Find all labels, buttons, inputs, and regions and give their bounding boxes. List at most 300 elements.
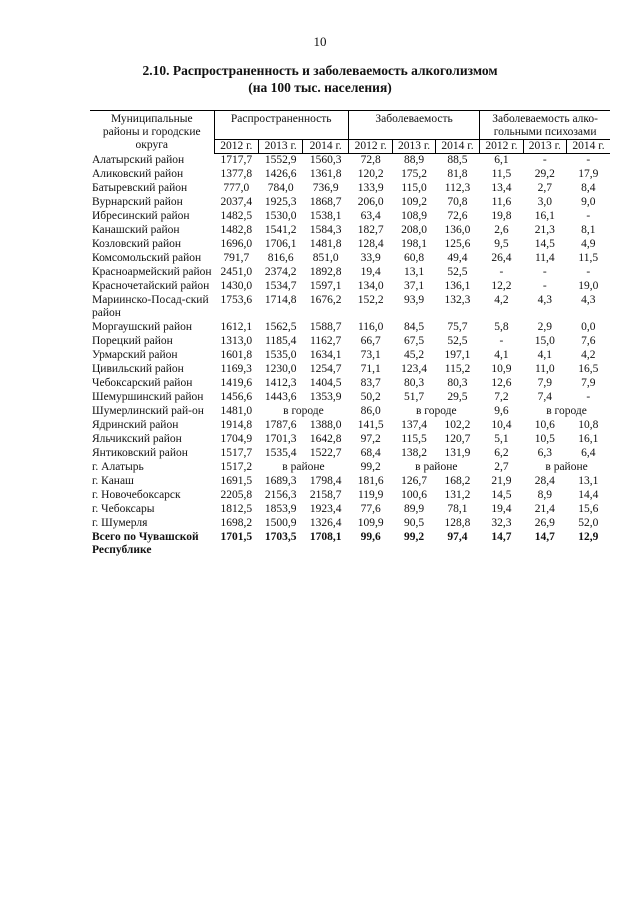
cell: 11,4 [534,252,555,264]
cell: 182,7 [357,224,384,236]
table-row [90,475,610,489]
cell: 19,4 [360,266,381,278]
row-name: г. Алатырь [92,461,144,473]
table-row [90,363,610,377]
cell: 120,7 [444,433,471,445]
cell: 2374,2 [264,266,297,278]
year-header: 2012 г. [348,140,392,154]
page-number: 10 [313,34,327,49]
row-name: Козловский район [92,238,182,250]
cell: 88,9 [404,154,425,166]
cell: 15,0 [534,335,555,347]
merged-cell: в городе [283,405,324,417]
cell: 1326,4 [309,517,342,529]
cell: 1517,2 [220,461,253,473]
total-row [90,531,610,558]
cell: 206,0 [357,196,384,208]
cell: 4,3 [537,294,553,306]
cell: 77,6 [360,503,381,515]
cell: 1541,2 [264,224,297,236]
row-name: Батыревский район [92,182,188,194]
cell: 126,7 [401,475,428,487]
row-name: Моргаушский район [92,321,193,333]
row-name: Чебоксарский район [92,377,193,389]
table-row [90,461,610,475]
cell: 1701,3 [264,433,297,445]
table-row [90,433,610,447]
cell: 16,1 [578,433,599,445]
year-header: 2012 г. [480,140,523,154]
cell: 1717,7 [220,154,253,166]
row-name: Янтиковский район [92,447,188,459]
cell: 736,9 [312,182,339,194]
cell: 1798,4 [309,475,342,487]
cell: 1714,8 [264,294,297,306]
cell: 84,5 [404,321,425,333]
cell: - [586,210,591,222]
cell: 12,2 [491,280,512,292]
row-name: Вурнарский район [92,196,183,208]
cell: 1708,1 [309,531,342,543]
cell: 115,5 [401,433,427,445]
cell: 1634,1 [309,349,342,361]
row-name: Аликовский район [92,168,184,180]
cell: - [586,154,591,166]
cell: 125,6 [444,238,471,250]
table-row [90,349,610,363]
cell: 12,6 [491,377,512,389]
cell: 1787,6 [264,419,297,431]
cell: 6,4 [581,447,596,459]
cell: 0,0 [581,321,596,333]
cell: 1853,9 [264,503,297,515]
cell: 4,3 [581,294,596,306]
cell: 26,4 [491,252,512,264]
cell: 1538,1 [309,210,342,222]
cell: 2158,7 [309,489,342,501]
cell: 116,0 [357,321,384,333]
cell: 10,9 [491,363,512,375]
cell: 11,6 [491,196,512,208]
cell: 2,7 [494,461,509,473]
cell: 1753,6 [220,294,253,306]
cell: 2,9 [537,321,553,333]
cell: 120,2 [357,168,384,180]
cell: 7,9 [581,377,596,389]
cell: 52,5 [447,335,468,347]
cell: 78,1 [447,503,468,515]
cell: 6,1 [494,154,509,166]
merged-cell: в районе [282,461,325,473]
cell: 133,9 [357,182,384,194]
row-name: г. Новочебоксарск [92,489,181,501]
cell: 198,1 [401,238,428,250]
cell: 128,4 [357,238,384,250]
cell: 32,3 [491,517,512,529]
cell: 137,4 [401,419,428,431]
cell: 81,8 [447,168,468,180]
cell: 816,6 [267,252,294,264]
cell: 45,2 [404,349,425,361]
table-row [90,210,610,224]
row-name: Ядринский район [92,419,179,431]
cell: 100,6 [401,489,428,501]
row-name: Канашский район [92,224,180,236]
table-row [90,294,610,321]
cell: 10,4 [491,419,512,431]
cell: 2451,0 [220,266,253,278]
cell: 1676,2 [309,294,342,306]
cell: 70,8 [447,196,468,208]
cell: 136,1 [444,280,471,292]
cell: 8,4 [581,182,596,194]
cell: 1404,5 [309,377,342,389]
cell: 3,0 [537,196,553,208]
cell: 1696,0 [220,238,253,250]
row-name: Шемуршинский район [92,391,204,403]
cell: 1456,6 [220,391,253,403]
cell: 37,1 [404,280,425,292]
cell: 1430,0 [220,280,253,292]
cell: 1185,4 [265,335,297,347]
cell: 175,2 [401,168,428,180]
cell: 1584,3 [309,224,342,236]
cell: 1689,3 [264,475,297,487]
cell: 109,9 [357,517,384,529]
cell: 66,7 [360,335,381,347]
row-name: Алатырский район [92,153,185,166]
cell: 1162,7 [310,335,342,347]
cell: - [586,266,591,278]
cell: 14,7 [491,531,512,543]
cell: 1482,5 [220,210,253,222]
cell: 14,5 [534,238,555,250]
cell: 97,2 [360,433,381,445]
cell: 13,1 [578,475,599,487]
cell: 99,6 [360,531,381,543]
header-psychosis: Заболеваемость алко-гольными психозами [480,111,610,140]
table-row [90,224,610,238]
cell: 51,7 [404,391,425,403]
cell: 136,0 [444,224,471,236]
cell: 90,5 [404,517,425,529]
table-body-alatyr [90,461,610,475]
cell: - [586,391,591,403]
cell: 33,9 [360,252,381,264]
cell: 134,0 [357,280,384,292]
cell: 9,0 [581,196,596,208]
cell: 1254,7 [309,363,342,375]
row-name: Всего по Чувашской Республике [92,531,199,556]
table-row [90,419,610,433]
cell: 21,9 [491,475,512,487]
table-body-regions-2 [90,419,610,461]
cell: 2205,8 [220,489,253,501]
cell: 208,0 [401,224,428,236]
table-row [90,447,610,461]
cell: 13,4 [491,182,512,194]
cell: 14,7 [534,531,555,543]
cell: 112,3 [444,182,471,194]
cell: 1925,3 [264,196,297,208]
cell: 19,4 [491,503,512,515]
cell: 83,7 [360,377,381,389]
cell: 1892,8 [309,266,342,278]
year-header: 2012 г. [214,140,258,154]
cell: 1419,6 [220,377,253,389]
cell: 93,9 [404,294,425,306]
cell: 10,6 [534,419,555,431]
cell: 5,1 [494,433,509,445]
year-header: 2014 г. [435,140,479,154]
table-row [90,196,610,210]
cell: 851,0 [312,252,339,264]
cell: 15,6 [578,503,599,515]
table-body-cities [90,475,610,531]
table-row [90,280,610,294]
cell: 1522,7 [309,447,342,459]
cell: 791,7 [223,252,250,264]
header-prevalence: Распространенность [214,111,348,140]
cell: 119,9 [357,489,384,501]
cell: 14,5 [491,489,512,501]
cell: 1698,2 [220,517,253,529]
cell: 1552,9 [264,154,297,166]
cell: 128,8 [444,517,471,529]
row-name: Порецкий район [92,335,173,347]
cell: 109,2 [401,196,428,208]
row-name: Урмарский район [92,349,178,361]
table-row [90,168,610,182]
cell: 8,9 [537,489,553,501]
cell: - [542,154,547,166]
title-line-1: 2.10. Распространенность и заболеваемость алкоголизмом [142,63,498,78]
cell: 1530,0 [264,210,297,222]
cell: 1597,1 [309,280,342,292]
cell: 1426,6 [264,168,297,180]
table-body-total [90,531,610,558]
row-name: Ибресинский район [92,210,190,222]
header-region: Муниципальные районы и городские округа [90,111,214,154]
cell: 2,6 [494,224,509,236]
cell: 1482,8 [220,224,253,236]
cell: 86,0 [360,405,381,417]
table-row [90,391,610,405]
cell: 2,7 [537,182,553,194]
cell: 1914,8 [220,419,253,431]
cell: 29,2 [534,168,555,180]
cell: 72,6 [447,210,468,222]
cell: 115,0 [401,182,427,194]
cell: 6,2 [494,447,509,459]
table-body-regions [90,154,610,406]
cell: 19,8 [491,210,512,222]
cell: 1704,9 [220,433,253,445]
cell: 1868,7 [309,196,342,208]
cell: 28,4 [534,475,555,487]
cell: 63,4 [360,210,381,222]
merged-cell: в городе [546,405,587,417]
cell: 89,9 [404,503,425,515]
cell: 1562,5 [264,321,297,333]
cell: 26,9 [534,517,555,529]
header-incidence: Заболеваемость [348,111,479,140]
table-body-shumerlinsky [90,405,610,419]
row-name: Шумерлинский рай-он [92,405,204,417]
row-name: г. Канаш [92,475,134,487]
merged-cell: в районе [415,461,458,473]
cell: 1500,9 [264,517,297,529]
cell: 1588,7 [309,321,342,333]
cell: 1923,4 [309,503,342,515]
year-header: 2014 г. [303,140,348,154]
cell: 2037,4 [220,196,253,208]
cell: 99,2 [360,461,381,473]
cell: 1388,0 [309,419,342,431]
title-line-2: (на 100 тыс. населения) [248,80,392,95]
cell: 14,4 [578,489,599,501]
cell: 102,2 [444,419,471,431]
merged-cell: в городе [416,405,457,417]
cell: 16,5 [578,363,599,375]
row-name: г. Чебоксары [92,503,155,515]
cell: 60,8 [404,252,425,264]
cell: 4,1 [537,349,553,361]
cell: 138,2 [401,447,428,459]
cell: 1377,8 [220,168,253,180]
cell: 131,2 [444,489,471,501]
cell: 11,0 [534,363,555,375]
cell: 10,8 [578,419,599,431]
table-row [90,182,610,196]
cell: 21,4 [534,503,555,515]
cell: 52,0 [578,517,599,529]
cell: 1703,5 [264,531,297,543]
cell: 131,9 [444,447,471,459]
cell: 1313,0 [220,335,253,347]
cell: 1481,8 [309,238,342,250]
year-header: 2013 г. [259,140,303,154]
table-row [90,503,610,517]
row-name: Яльчикский район [92,433,182,445]
row-name: Комсомольский район [92,252,202,264]
cell: 68,4 [360,447,381,459]
table-title [0,62,640,96]
cell: 13,1 [404,266,425,278]
cell: 71,1 [360,363,381,375]
cell: 152,2 [357,294,384,306]
statistics-table [90,110,610,558]
cell: 16,1 [534,210,555,222]
cell: 123,4 [401,363,428,375]
cell: 97,4 [447,531,468,543]
cell: - [542,266,547,278]
table-row [90,335,610,349]
cell: 181,6 [357,475,384,487]
cell: 9,5 [494,238,509,250]
table-row [90,321,610,335]
table-row [90,154,610,169]
cell: 67,5 [404,335,425,347]
table-row [90,238,610,252]
cell: 1560,3 [309,154,342,166]
cell: 132,3 [444,294,471,306]
cell: 12,9 [578,531,599,543]
cell: 108,9 [401,210,428,222]
cell: 1534,7 [264,280,297,292]
cell: 4,1 [494,349,509,361]
cell: 1361,8 [309,168,342,180]
cell: 1642,8 [309,433,342,445]
cell: 88,5 [447,154,468,166]
row-name: Красноармейский район [92,266,212,278]
cell: 75,7 [447,321,468,333]
cell: 115,2 [444,363,471,375]
cell: 784,0 [267,182,294,194]
cell: 7,4 [537,391,553,403]
year-header: 2013 г. [393,140,435,154]
row-name: Красночетайский район [92,280,210,292]
cell: 80,3 [404,377,425,389]
cell: 73,1 [360,349,381,361]
cell: 72,8 [360,154,381,166]
cell: 7,9 [537,377,553,389]
cell: 1443,6 [264,391,297,403]
cell: 1481,0 [220,405,253,417]
cell: 1535,0 [264,349,297,361]
cell: 4,2 [494,294,509,306]
cell: 1517,7 [220,447,253,459]
cell: 1230,0 [264,363,297,375]
cell: 197,1 [444,349,471,361]
cell: 52,5 [447,266,468,278]
table-row [90,405,610,419]
cell: 1412,3 [264,377,297,389]
cell: 7,6 [581,335,596,347]
cell: 1691,5 [220,475,253,487]
cell: 4,9 [581,238,596,250]
table-row [90,489,610,503]
table-row [90,517,610,531]
year-header: 2014 г. [567,140,610,154]
cell: 17,9 [578,168,599,180]
cell: 6,3 [537,447,553,459]
cell: 1601,8 [220,349,253,361]
cell: 5,8 [494,321,509,333]
cell: 1812,5 [220,503,253,515]
cell: 80,3 [447,377,468,389]
row-name: Мариинско-Посад-ский район [92,294,209,319]
cell: - [542,280,547,292]
cell: 11,5 [491,168,512,180]
cell: 1701,5 [220,531,253,543]
cell: 1353,9 [309,391,342,403]
cell: 99,2 [404,531,425,543]
cell: - [499,335,504,347]
cell: 11,5 [578,252,599,264]
row-name: Цивильский район [92,363,184,375]
cell: 8,1 [581,224,596,236]
cell: 49,4 [447,252,468,264]
merged-cell: в районе [545,461,588,473]
cell: - [499,266,504,278]
cell: 9,6 [494,405,509,417]
cell: 50,2 [360,391,381,403]
cell: 10,5 [534,433,555,445]
cell: 4,2 [581,349,596,361]
cell: 29,5 [447,391,468,403]
cell: 141,5 [357,419,384,431]
